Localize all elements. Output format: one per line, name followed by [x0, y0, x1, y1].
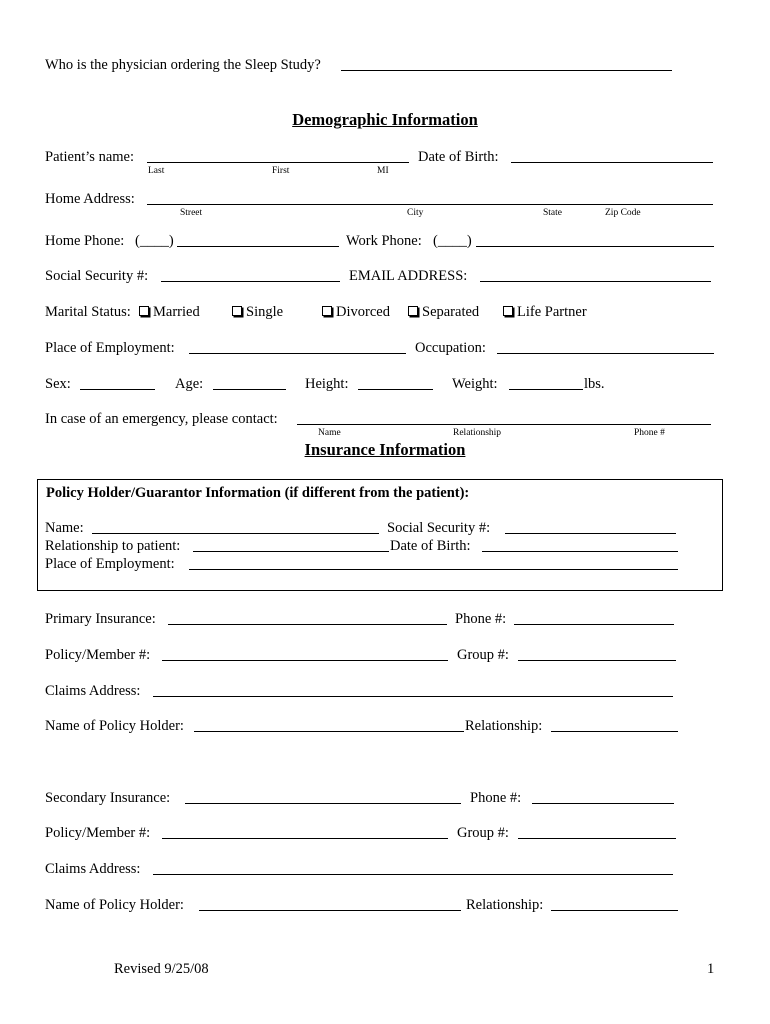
sub-name: Name — [318, 428, 341, 438]
checkbox-icon — [139, 306, 149, 316]
sex-label: Sex: — [45, 376, 71, 392]
demographic-heading: Demographic Information — [292, 110, 478, 129]
secondary-holder-label: Name of Policy Holder: — [45, 897, 184, 913]
email-label: EMAIL ADDRESS: — [349, 268, 468, 284]
checkbox-icon — [232, 306, 242, 316]
guarantor-title: Policy Holder/Guarantor Information (if different from the patient): — [46, 485, 470, 501]
physician-field[interactable] — [341, 70, 672, 71]
primary-insurance-label: Primary Insurance: — [45, 611, 156, 627]
guarantor-dob-label: Date of Birth: — [390, 538, 471, 554]
checkbox-married[interactable] — [139, 303, 200, 321]
home-address-label: Home Address: — [45, 191, 135, 207]
ssn-label: Social Security #: — [45, 268, 149, 284]
secondary-claims-label: Claims Address: — [45, 861, 141, 877]
secondary-claims-field[interactable] — [153, 874, 673, 875]
secondary-phone-label: Phone #: — [470, 790, 522, 806]
height-field[interactable] — [358, 389, 433, 390]
primary-claims-field[interactable] — [153, 696, 673, 697]
primary-group-label: Group #: — [457, 647, 509, 663]
checkbox-icon — [408, 306, 418, 316]
primary-relationship-label: Relationship: — [465, 718, 543, 734]
checkbox-icon — [503, 306, 513, 316]
guarantor-name-label: Name: — [45, 520, 84, 536]
weight-unit: lbs. — [584, 376, 605, 392]
guarantor-ssn-label: Social Security #: — [387, 520, 491, 536]
guarantor-dob-field[interactable] — [482, 551, 678, 552]
physician-question: Who is the physician ordering the Sleep Study? — [45, 57, 321, 73]
sub-mi: MI — [377, 166, 389, 176]
dob-field[interactable] — [511, 162, 713, 163]
home-address-field[interactable] — [147, 204, 713, 205]
checkbox-single[interactable] — [232, 303, 283, 321]
insurance-heading: Insurance Information — [304, 440, 466, 459]
sub-phone: Phone # — [634, 428, 665, 438]
sex-field[interactable] — [80, 389, 155, 390]
ssn-field[interactable] — [161, 281, 340, 282]
marital-status-label: Marital Status: — [45, 304, 131, 320]
emergency-label: In case of an emergency, please contact: — [45, 411, 278, 427]
occupation-field[interactable] — [497, 353, 714, 354]
sub-zip: Zip Code — [605, 208, 641, 218]
secondary-group-label: Group #: — [457, 825, 509, 841]
sub-state: State — [543, 208, 562, 218]
primary-phone-label: Phone #: — [455, 611, 507, 627]
height-label: Height: — [305, 376, 349, 392]
primary-holder-label: Name of Policy Holder: — [45, 718, 184, 734]
patient-name-label: Patient’s name: — [45, 149, 134, 165]
home-phone-area: (____) — [135, 233, 174, 249]
checkbox-icon — [322, 306, 332, 316]
primary-group-field[interactable] — [518, 660, 676, 661]
employment-label: Place of Employment: — [45, 340, 175, 356]
work-phone-field[interactable] — [476, 246, 714, 247]
weight-label: Weight: — [452, 376, 498, 392]
secondary-policy-field[interactable] — [162, 838, 448, 839]
option-label: Single — [246, 304, 284, 320]
secondary-insurance-field[interactable] — [185, 803, 461, 804]
guarantor-employment-label: Place of Employment: — [45, 556, 175, 572]
sub-first: First — [272, 166, 290, 176]
secondary-group-field[interactable] — [518, 838, 676, 839]
primary-claims-label: Claims Address: — [45, 683, 141, 699]
secondary-holder-field[interactable] — [199, 910, 461, 911]
guarantor-name-field[interactable] — [92, 533, 379, 534]
option-label: Separated — [422, 304, 480, 320]
option-label: Divorced — [336, 304, 390, 320]
primary-relationship-field[interactable] — [551, 731, 678, 732]
work-phone-area: (____) — [433, 233, 472, 249]
occupation-label: Occupation: — [415, 340, 486, 356]
primary-holder-field[interactable] — [194, 731, 464, 732]
primary-phone-field[interactable] — [514, 624, 674, 625]
guarantor-ssn-field[interactable] — [505, 533, 676, 534]
option-label: Married — [153, 304, 200, 320]
home-phone-field[interactable] — [177, 246, 339, 247]
relationship-to-patient-field[interactable] — [193, 551, 389, 552]
primary-insurance-field[interactable] — [168, 624, 447, 625]
secondary-policy-label: Policy/Member #: — [45, 825, 151, 841]
weight-field[interactable] — [509, 389, 583, 390]
checkbox-life-partner[interactable] — [503, 303, 587, 321]
option-label: Life Partner — [517, 304, 587, 320]
sub-relationship: Relationship — [453, 428, 502, 438]
primary-policy-label: Policy/Member #: — [45, 647, 151, 663]
email-field[interactable] — [480, 281, 711, 282]
employment-field[interactable] — [189, 353, 406, 354]
secondary-insurance-label: Secondary Insurance: — [45, 790, 171, 806]
work-phone-label: Work Phone: — [346, 233, 422, 249]
patient-name-field[interactable] — [147, 162, 409, 163]
age-field[interactable] — [213, 389, 286, 390]
sub-city: City — [407, 208, 424, 218]
sub-street: Street — [180, 208, 203, 218]
home-phone-label: Home Phone: — [45, 233, 125, 249]
secondary-relationship-label: Relationship: — [466, 897, 544, 913]
guarantor-employment-field[interactable] — [189, 569, 678, 570]
checkbox-divorced[interactable] — [322, 303, 390, 321]
secondary-relationship-field[interactable] — [551, 910, 678, 911]
dob-label: Date of Birth: — [418, 149, 499, 165]
secondary-phone-field[interactable] — [532, 803, 674, 804]
age-label: Age: — [175, 376, 204, 392]
page-number: 1 — [707, 961, 715, 977]
revised-date: Revised 9/25/08 — [114, 961, 209, 977]
primary-policy-field[interactable] — [162, 660, 448, 661]
emergency-field[interactable] — [297, 424, 711, 425]
sub-last: Last — [148, 166, 165, 176]
relationship-to-patient-label: Relationship to patient: — [45, 538, 181, 554]
checkbox-separated[interactable] — [408, 303, 479, 321]
